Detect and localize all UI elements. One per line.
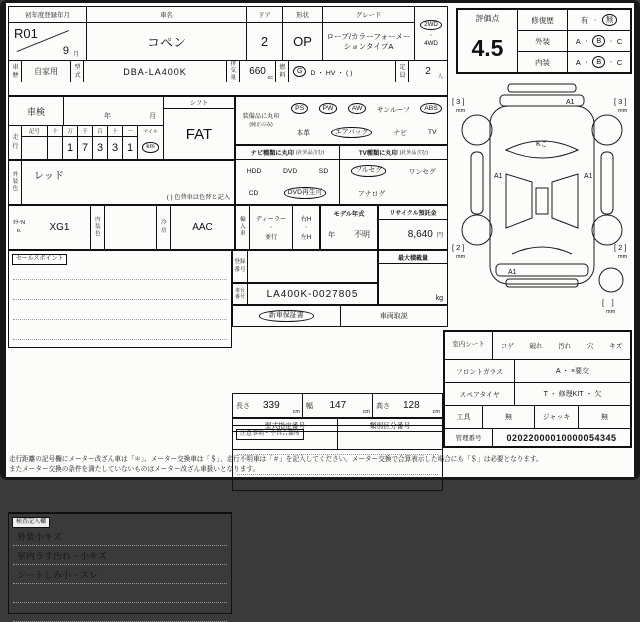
dvd-play-circled: DVD再生可 — [284, 187, 327, 198]
km-unit — [138, 136, 163, 159]
vehicle-spec-row — [9, 60, 447, 82]
mileage-digit-col — [63, 126, 78, 159]
height-value: 128 — [402, 400, 420, 411]
seat-row — [445, 332, 630, 360]
equipment-note: (純正のみ) — [249, 122, 273, 129]
sales-point-block — [8, 250, 232, 348]
height-cell — [373, 394, 442, 417]
shaken-mileage-left — [9, 97, 163, 159]
score-label: 評価点 — [475, 14, 500, 23]
color-no-label-cell — [9, 206, 29, 249]
right-damage-mark: A1 — [584, 173, 593, 180]
warranty-cell — [233, 306, 341, 326]
recycle-block — [378, 205, 448, 250]
leather-option: 本革 — [296, 130, 311, 138]
left-cockpit-panel — [506, 174, 532, 228]
door-value: 2 — [260, 34, 269, 49]
model-year-value-row — [321, 220, 377, 249]
model-year-block — [320, 205, 378, 250]
length-label: 長さ — [236, 402, 250, 410]
seat-items — [493, 332, 630, 359]
one-seg-option: ワンセグ — [408, 169, 436, 176]
displacement-label: 排気量 — [230, 61, 237, 82]
length-value: 339 — [262, 400, 280, 411]
body-color-label: 外装色 — [12, 171, 19, 193]
mileage-unit-col — [138, 126, 163, 159]
car-damage-diagram — [450, 78, 634, 318]
exterior-grade-b-circled: B — [592, 35, 605, 47]
color-no-label: ｶﾗｰNo. — [12, 220, 26, 234]
capacity-value: 2 — [425, 66, 431, 78]
front-left-wheel — [462, 115, 492, 145]
max-load-value-cell — [379, 264, 447, 304]
spare-tire-circle — [599, 268, 623, 292]
designation-no-label: 型式指定番号 — [233, 419, 338, 431]
sales-point-line — [13, 299, 227, 300]
repair-no-circled: 無 — [602, 14, 618, 26]
mileage-header-0: 十 — [48, 126, 62, 137]
fuel-options: D ・ HV ・ ( ) — [310, 69, 353, 77]
mileage-sign-col — [22, 126, 48, 159]
vehicle-header-table — [8, 6, 448, 96]
body-color-note: ( ) 色替車は色替と記入 — [166, 194, 230, 201]
drive-dot: ・ — [428, 33, 434, 40]
recycle-label: リサイクル預託金 — [379, 206, 447, 220]
inspector-note-1: 外装小キズ — [13, 527, 227, 546]
interior-grade-c: C — [616, 57, 623, 67]
door-label: ドア — [247, 7, 282, 23]
repair-yes: 有 — [580, 15, 589, 25]
seat-item-yogore: 汚れ — [558, 343, 572, 350]
seat-item-kizu: キズ — [609, 343, 623, 350]
chassis-no-value: LA400K-0027805 — [266, 288, 359, 300]
repair-history-value — [568, 10, 630, 30]
vehicle-header-row — [9, 7, 447, 60]
seat-item-ana: 穴 — [587, 343, 594, 350]
capacity-label-cell — [396, 61, 409, 82]
registration-no-label-cell — [233, 251, 248, 282]
tire-unit-rr: mm — [618, 254, 628, 260]
shape-value: OP — [293, 34, 312, 49]
inspector-notes-lines — [13, 527, 227, 622]
car-name-value: コペン — [146, 35, 186, 50]
type-numbers-values — [233, 432, 442, 449]
windshield-row — [445, 360, 630, 383]
equipment-block — [235, 96, 448, 145]
sales-point-line — [13, 279, 227, 280]
import-car-label-cell — [236, 206, 250, 249]
tire-depth-front-left: [ 3 ] — [452, 97, 465, 106]
footer-line-2: またメーター交換の条件を満たしていないものはメーター改ざん車扱いとなります。 — [9, 466, 260, 474]
shape-cell — [283, 7, 323, 60]
front-right-wheel — [592, 115, 622, 145]
tv-option: TV — [427, 128, 437, 136]
displacement-value: 660 — [249, 66, 266, 78]
tv-type-col — [340, 146, 447, 204]
tv-type-row-2 — [340, 182, 447, 204]
shaken-mileage-block — [8, 96, 235, 160]
body-color-label-cell — [9, 161, 22, 204]
first-registration-cell — [9, 7, 87, 60]
control-no-value: 02022000010000054345 — [506, 432, 617, 443]
car-name-label: 車名 — [87, 7, 246, 23]
color-no-block — [8, 205, 235, 250]
sales-point-line — [13, 319, 227, 320]
ps-circled: PS — [291, 103, 308, 114]
left-damage-mark: A1 — [494, 173, 503, 180]
seat-item-koge: コゲ — [500, 343, 514, 350]
equipment-items — [286, 97, 447, 144]
max-load-label: 最大積載量 — [379, 251, 447, 264]
inspector-note-2: 室内うす汚れ・小キズ — [13, 546, 227, 565]
capacity-label: 定員 — [399, 63, 406, 79]
hdd-option: HDD — [246, 167, 262, 175]
nav-type-col — [236, 146, 340, 204]
dimensions-block — [232, 393, 443, 418]
tv-type-note: (社外品含む) — [399, 150, 429, 156]
grade-cell — [323, 7, 415, 60]
windshield-label: フロントガラス — [445, 360, 515, 382]
mileage-digit-5: 1 — [126, 142, 134, 154]
tire-unit-rl: mm — [456, 254, 466, 260]
repair-history-row — [518, 10, 630, 31]
interior-color-label-cell — [91, 206, 105, 249]
navi-option: ナビ — [393, 130, 407, 138]
mileage-header-2: 千 — [78, 126, 92, 137]
mileage-header-1: 万 — [63, 126, 77, 137]
exterior-grade-a: A — [575, 36, 581, 46]
cd-option: CD — [248, 189, 259, 197]
inspector-notes-label: 検査記入欄 — [12, 517, 50, 528]
windshield-value: A ・ ×要交 — [555, 368, 590, 375]
rear-left-wheel — [462, 215, 492, 245]
shift-value: FAT — [185, 125, 213, 143]
control-no-row — [445, 429, 630, 446]
mile-label: マイル — [143, 128, 158, 135]
nav-type-header — [236, 146, 339, 160]
model-year-unit: 年 — [328, 231, 335, 239]
length-cell — [233, 394, 303, 417]
mileage-header-4: 十 — [108, 126, 122, 137]
length-unit: cm — [292, 409, 300, 415]
nav-type-row-2 — [236, 182, 339, 204]
aw-circled: AW — [348, 103, 367, 114]
exterior-dot1: ・ — [583, 39, 590, 45]
tire-depth-front-right: [ 3 ] — [614, 97, 627, 106]
manual-cell: 車両取説 — [379, 313, 408, 320]
spare-tire-row — [445, 383, 630, 406]
body-color-block — [8, 160, 235, 205]
center-console — [536, 188, 548, 214]
drive-type-cell — [415, 7, 447, 60]
front-damage-mark: A1 — [566, 99, 575, 106]
first-registration-value — [9, 23, 86, 60]
mileage-sign-label: 記号 — [22, 126, 47, 137]
exterior-grade-label: 外装 — [518, 31, 568, 51]
tv-type-header — [340, 146, 447, 160]
footer-disclaimer — [9, 455, 631, 475]
tire-unit-fr: mm — [618, 108, 628, 114]
first-registration-month: 9 — [62, 45, 69, 57]
equipment-row-2 — [286, 121, 447, 145]
height-label: 高さ — [376, 402, 390, 410]
interior-grade-b-circled: B — [592, 56, 605, 68]
airbag-circled: エアバック — [331, 127, 372, 138]
shift-cell — [163, 97, 234, 159]
exterior-grade-c: C — [616, 36, 623, 46]
mileage-header-5: 一 — [123, 126, 137, 137]
tire-depth-rear-right: [ 2 ] — [614, 243, 627, 252]
condition-table — [443, 330, 632, 448]
recycle-value-row — [379, 220, 447, 249]
right-handle-option: 右H — [300, 216, 312, 223]
height-unit: cm — [432, 409, 440, 415]
sales-point-line — [13, 339, 227, 340]
interior-grade-a: A — [575, 57, 581, 67]
body-color-cell — [22, 161, 234, 204]
history-label: 車歴 — [12, 63, 19, 79]
mileage-digit-col — [48, 126, 63, 159]
evaluation-grades — [518, 10, 630, 72]
tv-type-label: TV種類に丸印 — [358, 150, 398, 157]
seat-label-cell — [445, 332, 493, 359]
full-seg-circled: フルセグ — [351, 165, 386, 176]
nav-type-row-1 — [236, 160, 339, 182]
mileage-digit-4: 3 — [111, 142, 119, 154]
equipment-row-1 — [286, 97, 447, 121]
interior-grade-value — [568, 52, 630, 72]
drive-4wd: 4WD — [424, 40, 438, 48]
parallel-option: 並行 — [264, 234, 278, 241]
mileage-digit-1: 1 — [66, 142, 74, 154]
mileage-label-cell — [9, 126, 22, 159]
chassis-no-block — [232, 283, 378, 305]
seat-label: 室内シート — [452, 341, 485, 349]
color-no-value: XG1 — [29, 206, 91, 249]
interior-grade-label: 内装 — [518, 52, 568, 72]
handle-dot: ・ — [303, 225, 309, 231]
mileage-digit-col — [78, 126, 93, 159]
control-no-label: 管理番号 — [445, 429, 493, 446]
tire-depth-spare: [ ] — [602, 298, 614, 307]
inspector-note-blank — [13, 584, 227, 603]
shaken-row — [9, 97, 163, 126]
sales-point-label: セールスポイント — [12, 254, 67, 265]
left-door-panel — [471, 152, 483, 214]
classification-no-label: 類別区分番号 — [369, 423, 411, 430]
inspector-note-blank — [13, 603, 227, 622]
first-registration-year: R01 — [14, 26, 38, 41]
mileage-digit-col — [123, 126, 138, 159]
jack-label: ジャッキ — [535, 406, 579, 428]
score-value: 4.5 — [471, 34, 504, 61]
mileage-digit-0 — [48, 137, 62, 159]
rear-window-outline — [512, 247, 572, 254]
right-door-panel — [601, 152, 613, 214]
tire-depth-rear-left: [ 2 ] — [452, 243, 465, 252]
warranty-circled: 新車保証書 — [259, 310, 314, 321]
max-load-block — [378, 250, 448, 305]
spare-tire-label: スペアタイヤ — [445, 383, 515, 405]
month-suffix: 月 — [72, 52, 79, 58]
tire-unit-spare: mm — [606, 309, 616, 315]
exterior-grade-value — [568, 31, 630, 51]
model-code-label-cell — [71, 61, 84, 82]
fuel-label: 燃料 — [279, 63, 286, 79]
ac-value: AAC — [192, 222, 213, 233]
evaluation-table — [456, 8, 632, 74]
chassis-no-label: 車台番号 — [234, 287, 245, 300]
equipment-label-cell — [236, 97, 286, 144]
mileage-digit-col — [108, 126, 123, 159]
registration-no-block — [232, 250, 378, 283]
sunroof-option: サンルーフ — [376, 106, 410, 114]
shaken-year-label: 年 — [104, 113, 111, 120]
fuel-cell — [289, 61, 396, 82]
right-cockpit-panel — [552, 174, 578, 228]
exterior-grade-row — [518, 31, 630, 52]
rear-right-wheel — [592, 215, 622, 245]
mileage-header-3: 百 — [93, 126, 107, 137]
model-code-label: 型式 — [74, 63, 81, 79]
max-load-unit: kg — [435, 295, 443, 302]
classification-no-value — [338, 432, 442, 449]
tire-unit-fl: mm — [456, 108, 466, 114]
import-car-label: 輸入車 — [240, 216, 246, 238]
import-car-block — [235, 205, 320, 250]
width-unit: cm — [362, 409, 370, 415]
shaken-month-label: 月 — [149, 113, 156, 120]
nav-type-label: ナビ種類に丸印 — [250, 150, 294, 157]
jack-value: 無 — [601, 414, 608, 421]
tools-row — [445, 406, 630, 429]
sd-option: SD — [318, 167, 329, 175]
mileage-label: 走行 — [12, 134, 19, 150]
registration-no-value — [248, 251, 377, 282]
mileage-digit-2: 7 — [81, 142, 89, 154]
recycle-unit: 円 — [436, 232, 443, 239]
model-year-value: 不明 — [354, 230, 370, 239]
type-numbers-block — [232, 418, 443, 450]
interior-grade-row — [518, 52, 630, 72]
recycle-value: 8,640 — [407, 229, 433, 240]
model-year-label: モデル年式 — [333, 210, 365, 218]
spare-tire-value: T ・ 修理KIT ・ 欠 — [543, 391, 602, 398]
ac-label: 冷房 — [161, 220, 167, 234]
left-handle-option: 左H — [300, 234, 312, 241]
mileage-digit-3: 3 — [96, 142, 104, 154]
nav-type-note: (社外品含む) — [295, 150, 325, 156]
dealer-option: ディーラー — [255, 216, 287, 223]
grade-label: グレード — [323, 7, 414, 23]
tool-value: 無 — [483, 406, 535, 428]
body-color-value: レッド — [34, 171, 64, 182]
registration-no-label: 登録番号 — [234, 259, 246, 273]
capacity-cell — [409, 61, 447, 82]
drive-2wd-circled: 2WD — [420, 20, 442, 30]
capacity-unit: 人 — [437, 74, 443, 81]
dealer-dot: ・ — [268, 225, 274, 231]
designation-no-value — [233, 432, 338, 449]
repair-history-label: 修復歴 — [518, 10, 568, 30]
grade-value: ローブ/カラーフォーメーションタイプA — [326, 32, 411, 51]
equipment-label: 装備品に丸印 — [242, 112, 280, 120]
displacement-label-cell — [227, 61, 240, 82]
interior-color-label: 内装色 — [95, 216, 101, 238]
documents-block — [232, 305, 448, 327]
fuel-selected-circled: G — [293, 66, 306, 77]
door-cell — [247, 7, 283, 60]
history-label-cell — [9, 61, 22, 82]
type-numbers-header — [233, 419, 442, 432]
model-code-value: DBA-LA400K — [84, 61, 227, 82]
displacement-unit: cc — [267, 75, 273, 82]
inspector-notes-block — [8, 512, 232, 614]
fuel-label-cell — [276, 61, 289, 82]
mileage-digit-col — [93, 126, 108, 159]
import-dealer-col — [250, 206, 292, 249]
analog-option: アナログ — [358, 191, 386, 198]
shaken-label: 車検 — [9, 97, 64, 125]
mileage-row — [9, 126, 163, 159]
dvd-option: DVD — [282, 167, 298, 175]
km-circled: km — [142, 142, 158, 152]
footer-line-1: 走行距離の記号欄にメーター改ざん車は「＊」、メーター交換車は「＄」、走行不明車は「＃」を記入してください。メーター交換で合算表示した場合にも「＄」は必要となります。 — [9, 456, 543, 463]
interior-dot1: ・ — [583, 60, 590, 66]
mileage-sign-value — [22, 137, 47, 159]
notes-label: 注意事項・不具合箇所 — [236, 429, 304, 440]
rear-damage-mark: A1 — [508, 269, 517, 276]
front-top-strip — [508, 84, 576, 92]
width-cell — [303, 394, 373, 417]
interior-color-value — [105, 206, 157, 249]
shape-label: 形状 — [283, 7, 322, 23]
width-value: 147 — [329, 400, 347, 411]
car-name-cell — [87, 7, 247, 60]
first-registration-label: 初年度登録年月 — [9, 7, 86, 23]
import-handle-col — [292, 206, 319, 249]
history-value: 自家用 — [22, 61, 71, 82]
chassis-no-label-cell — [233, 284, 248, 304]
seat-item-yabure: 破れ — [529, 343, 543, 350]
tool-label: 工具 — [445, 406, 483, 428]
interior-dot2: ・ — [608, 60, 614, 66]
repair-dot: ・ — [592, 18, 598, 24]
rear-bottom-strip — [506, 279, 578, 287]
shaken-date-cell — [64, 97, 163, 125]
pw-circled: PW — [319, 103, 338, 114]
inspector-note-3: シートしみ小・スレ — [13, 565, 227, 584]
width-label: 幅 — [306, 402, 313, 410]
tv-type-row-1 — [340, 160, 447, 182]
abs-circled: ABS — [420, 103, 442, 114]
windshield-damage-mark: Kご — [536, 141, 548, 148]
ac-label-cell — [157, 206, 171, 249]
score-cell — [458, 10, 518, 72]
exterior-dot2: ・ — [608, 39, 614, 45]
nav-tv-block — [235, 145, 448, 205]
displacement-cell — [240, 61, 276, 82]
shift-label: シフト — [164, 97, 234, 109]
